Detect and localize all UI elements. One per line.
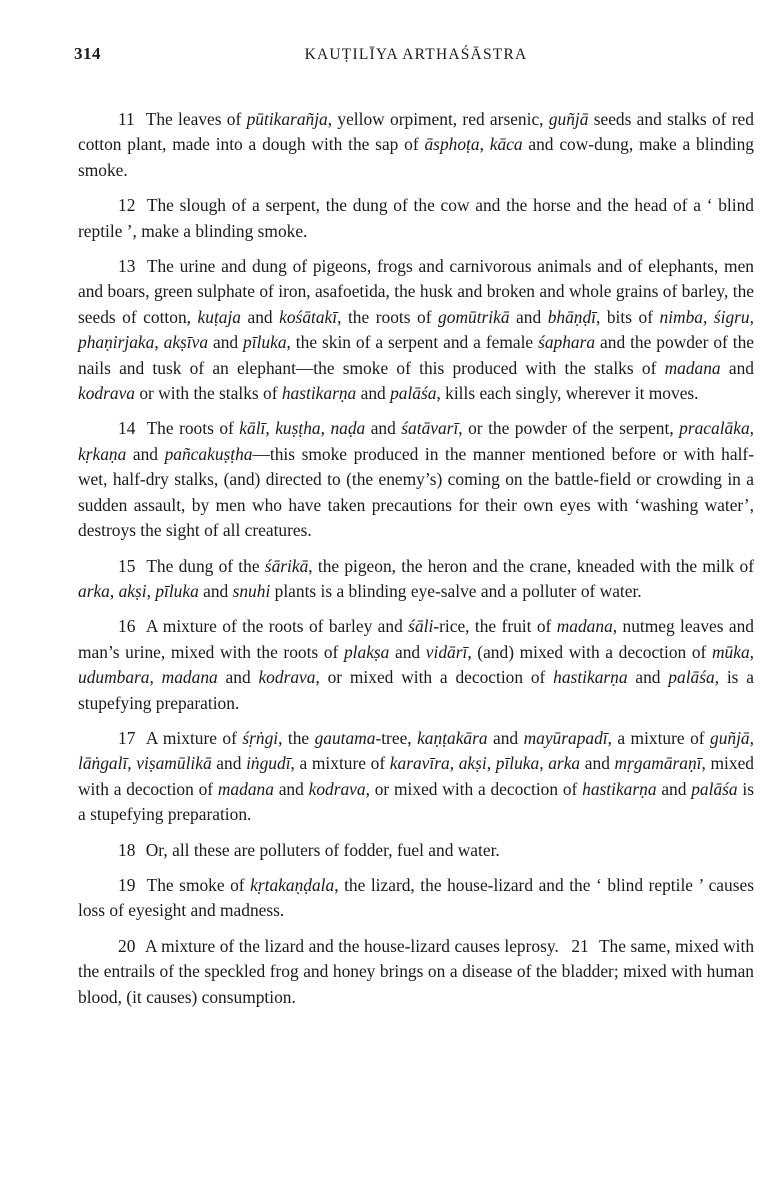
text-run: , yellow orpiment, red arsenic, [327, 109, 549, 129]
italic-term: pracalāka [679, 418, 750, 439]
paragraph-number: 19 [118, 874, 136, 895]
paragraph-17 [78, 726, 754, 828]
text-run: and [198, 580, 233, 601]
text-run: and [580, 753, 615, 774]
italic-term: guñjā [548, 109, 589, 129]
text-run: , mixed with a decoction of [78, 753, 754, 799]
text-run: , [486, 753, 496, 774]
text-run: , nutmeg leaves and man’s urine, mixed with the roots of [78, 616, 755, 662]
italic-term: pīluka [495, 753, 540, 774]
text-run: , [479, 134, 490, 155]
italic-term: kṛtakaṇḍala [250, 874, 335, 895]
text-run: and [273, 778, 309, 799]
italic-term: kodrava [258, 667, 316, 688]
paragraph-12 [78, 193, 754, 244]
text-run: , the roots of [337, 306, 439, 327]
italic-term: pūtikarañja [246, 109, 328, 129]
text-run: or with the stalks of [135, 383, 282, 404]
paragraph-number: 20 [118, 935, 136, 956]
text-run: and [208, 332, 244, 353]
text-run: and [509, 306, 548, 327]
italic-term: plakṣa [343, 641, 390, 662]
text-run: , kills each singly, wherever it moves. [436, 383, 699, 404]
text-run: , [265, 418, 276, 439]
text-run: and [241, 306, 280, 327]
italic-term: palāśa [691, 778, 738, 799]
italic-term: palāśa [668, 667, 715, 688]
italic-term: madana [217, 778, 274, 799]
text-run: The slough of a serpent, the dung of the cow and the horse and the head of a ‘ blind reptile ’, make a blinding smoke. [78, 195, 754, 241]
paragraph-number: 18 [118, 839, 136, 860]
paragraph-13 [78, 254, 754, 406]
italic-term: akṣīva [163, 332, 209, 353]
paragraph-number: 21 [571, 935, 589, 956]
text-run: Or, all these are polluters of fodder, fuel and water. [145, 839, 500, 860]
italic-term: gautama [314, 727, 376, 748]
text-run: , [749, 306, 754, 327]
text-run: seeds and stalks of red cotton plant, made into a dough with the sap of [78, 109, 754, 155]
text-run: , or the powder of the serpent, [458, 418, 680, 439]
italic-term: nimba [659, 306, 703, 327]
text-run: and [217, 667, 259, 688]
text-run: -rice, the fruit of [433, 616, 557, 637]
italic-term: āsphoṭa [424, 134, 480, 155]
text-run: , or mixed with a decoction of [365, 778, 583, 799]
italic-term: śatāvarī [401, 418, 459, 439]
italic-term: akṣi [118, 580, 147, 601]
italic-term: pīluka [243, 332, 287, 353]
italic-term: vidārī [425, 641, 468, 662]
italic-term: śaphara [538, 332, 596, 353]
text-run: , a mixture of [290, 753, 390, 774]
text-run: , [149, 667, 162, 688]
italic-term: mayūrapadī [523, 727, 608, 748]
paragraph-19 [78, 873, 754, 924]
italic-term: iṅgudī [246, 753, 291, 774]
text-run: , the skin of a serpent and a female [286, 332, 539, 353]
text-run: , the lizard, the house-lizard and the ‘ blind reptile ’ causes loss of eyesight and madness. [78, 874, 754, 921]
text-run: , [154, 332, 164, 353]
text-run: and [126, 443, 165, 464]
paragraph-number: 15 [118, 555, 136, 576]
text-run: , [449, 753, 459, 774]
italic-term: pīluka [155, 580, 199, 601]
italic-term: kuṣṭha [275, 418, 321, 439]
text-run: and cow-dung, make a blinding smoke. [78, 134, 755, 180]
paragraph-number: 12 [118, 195, 136, 216]
text-run: and [389, 641, 426, 662]
text-run: , [320, 418, 331, 439]
paragraph-number: 13 [118, 256, 136, 277]
text-run: , the [278, 727, 315, 748]
text-run: , bits of [596, 306, 660, 327]
text-run: , [539, 753, 549, 774]
italic-term: kṛkaṇa [78, 443, 127, 464]
italic-term: hastikarṇa [553, 667, 628, 688]
italic-term: guñjā [710, 727, 750, 748]
text-run: -tree, [375, 727, 418, 748]
italic-term: kodrava [308, 778, 366, 799]
italic-term: kālī [239, 418, 266, 439]
text-run: and [356, 383, 391, 404]
paragraph-number: 11 [118, 109, 135, 129]
text-run: , [749, 727, 754, 748]
text-run: , [127, 753, 137, 774]
italic-term: kuṭaja [197, 306, 241, 327]
italic-term: viṣamūlikā [136, 753, 212, 774]
text-run: A mixture of the roots of barley and [145, 616, 409, 637]
text-run: The smoke of [146, 874, 251, 895]
italic-term: madana [556, 616, 613, 637]
text-run: The same, mixed with the entrails of the speckled frog and honey brings on a disease of the bladder; mixed with human blood, (it causes) consumption. [78, 935, 755, 1007]
italic-term: pañcakuṣṭha [164, 443, 253, 464]
text-run: —this smoke produced in the manner mentioned before or with half-wet, half-dry stalks, (and) directed to (the enemy’s) coming on the battle-field or crowding in a sudden assault, by men who have taken precautions for their own eyes with ‘washing water’, destroys the sight of all creatures. [78, 443, 754, 541]
text-run: The leaves of [145, 109, 247, 129]
text-run: , the pigeon, the heron and the crane, kneaded with the milk of [308, 555, 754, 576]
paragraph-14 [78, 416, 754, 543]
italic-term: mūka [711, 641, 750, 662]
italic-term: śigru [713, 306, 750, 327]
text-run: is a stupefying preparation. [78, 778, 754, 825]
text-run: , [109, 580, 119, 601]
italic-term: phaṇirjaka [78, 332, 155, 353]
italic-term: madana [161, 667, 218, 688]
text-run: and [365, 418, 402, 439]
paragraph-number: 17 [118, 727, 136, 748]
running-title: KAUṬILĪYA ARTHAŚĀSTRA [304, 46, 528, 63]
text-run: and [211, 753, 247, 774]
text-run: , or mixed with a decoction of [315, 667, 554, 688]
text-run: plants is a blinding eye-salve and a polluter of water. [270, 580, 642, 601]
text-run: , [703, 306, 714, 327]
text-run: , [749, 418, 755, 439]
text-run: A mixture of the lizard and the house-lizard causes leprosy. [144, 935, 559, 956]
book-page [74, 0, 755, 1007]
paragraph-18 [78, 838, 754, 863]
italic-term: arka [78, 580, 110, 601]
text-run: A mixture of [145, 727, 243, 748]
italic-term: lāṅgalī [78, 753, 128, 774]
italic-term: śāli [408, 616, 434, 637]
italic-term: bhāṇḍī [547, 306, 596, 327]
page-number: 314 [74, 44, 101, 63]
italic-term: hastikarṇa [281, 383, 357, 404]
text-run: , a mixture of [607, 727, 710, 748]
italic-term: kośātakī [279, 306, 338, 327]
italic-term: snuhi [232, 580, 271, 601]
italic-term: śārikā [264, 555, 309, 576]
text-run: and the powder of the nails and tusk of an elephant—the smoke of this produced with the stalks of [78, 332, 755, 378]
italic-term: kāca [489, 134, 523, 155]
italic-term: akṣi [458, 753, 487, 774]
paragraph-20 [78, 934, 754, 1010]
paragraph-11 [78, 107, 754, 183]
text-run: and [656, 778, 692, 799]
italic-term: naḍa [330, 418, 366, 439]
italic-term: karavīra [389, 753, 450, 774]
text-run: The dung of the [146, 555, 265, 576]
paragraph-number: 16 [118, 616, 136, 637]
text-run: The urine and dung of pigeons, frogs and carnivorous animals and of elephants, men and boars, green sulphate of iron, asafoetida, the husk and broken and whole grains of barley, the seeds of cotton, [78, 256, 754, 327]
italic-term: madana [664, 357, 721, 378]
italic-term: kodrava [78, 383, 135, 404]
text-run: The roots of [146, 418, 240, 439]
text-run: and [720, 357, 754, 378]
text-run: , [146, 580, 156, 601]
body-text [78, 107, 754, 1020]
text-run: and [487, 727, 524, 748]
italic-term: śṛṅgi [242, 727, 279, 748]
text-run: , is a stupefying preparation. [78, 667, 754, 713]
italic-term: mṛgamāraṇī [614, 753, 702, 774]
italic-term: arka [548, 753, 581, 774]
italic-term: udumbara [78, 667, 150, 688]
text-run: and [627, 667, 669, 688]
italic-term: gomūtrikā [438, 306, 510, 327]
page-header [74, 0, 754, 80]
paragraph-number: 14 [118, 418, 136, 439]
italic-term: kaṇṭakāra [417, 727, 488, 748]
italic-term: palāśa [390, 383, 437, 404]
paragraph-15 [78, 554, 754, 605]
text-run: , [749, 641, 755, 662]
paragraph-16 [78, 614, 754, 716]
italic-term: hastikarṇa [582, 778, 657, 799]
text-run: , (and) mixed with a decoction of [467, 641, 712, 662]
